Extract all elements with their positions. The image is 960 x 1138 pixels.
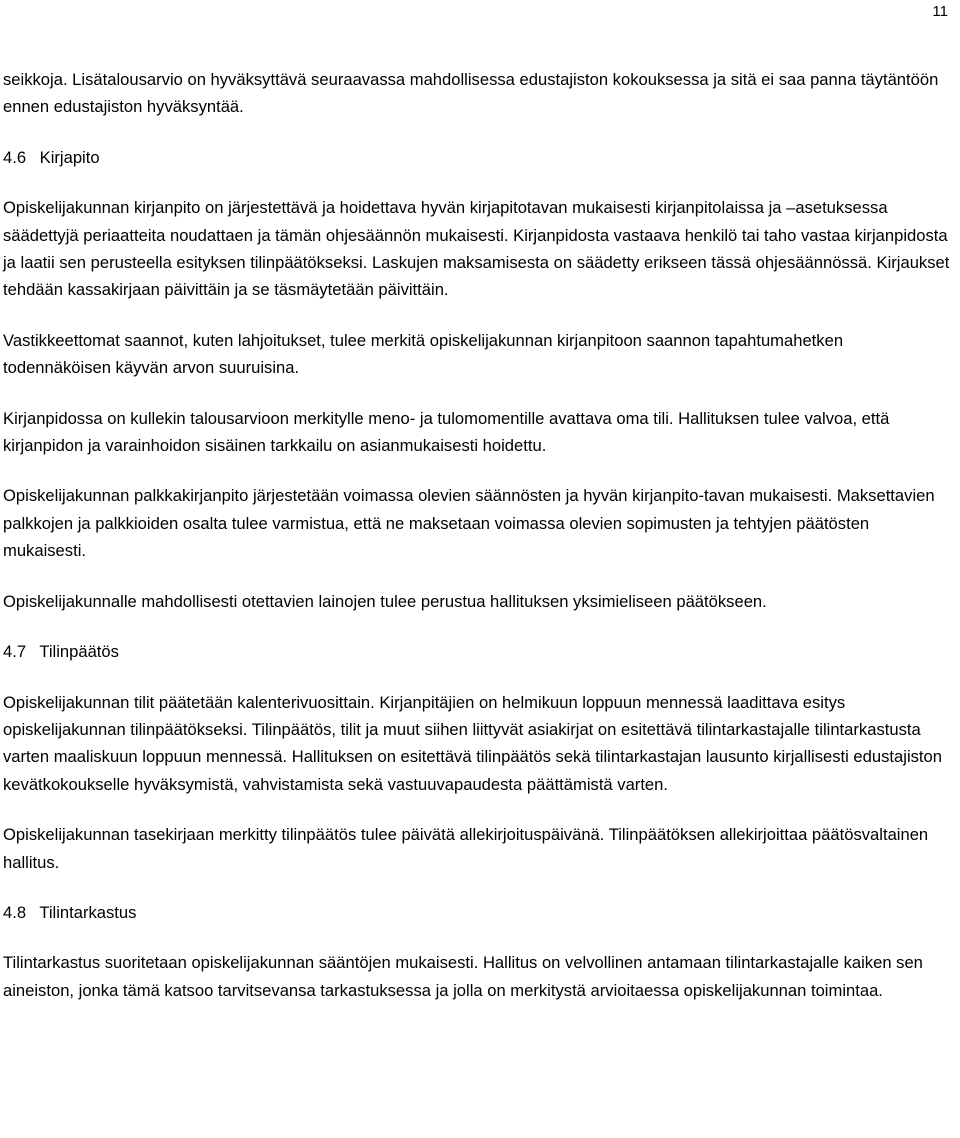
heading-tilinpaatos bbox=[3, 638, 953, 665]
paragraph-vastikkeettomat: Vastikkeettomat saannot, kuten lahjoitukset, tulee merkitä opiskelijakunnan kirjanpitoon saannon tapahtumahetken todennäköisen käyvän arvon suuruisina. bbox=[3, 330, 844, 378]
document-body bbox=[3, 66, 953, 1005]
paragraph-lisatalousarvio: seikkoja. Lisätalousarvio on hyväksyttävä seuraavassa mahdollisessa edustajiston kokouksessa ja sitä ei saa panna täytäntöön ennen edustajiston hyväksyntää. bbox=[3, 70, 939, 117]
section-title: Tilinpäätös bbox=[39, 642, 119, 662]
paragraph-kirjanpito: Opiskelijakunnan kirjanpito on järjestettävä ja hoidettava hyvän kirjapitotavan mukaisesti kirjanpitolaissa ja –asetuksessa säädettyjä periaatteita noudattaen ja tämän ohjesäännön mukaisesti. Kirjanpidosta vastaava henkilö tai taho vastaa kirjanpidosta ja laatii sen perusteella esityksen tilinpäätökseksi. Laskujen maksamisesta on säädetty erikseen tässä ohjesäännössä. Kirjaukset tehdään kassakirjaan päivittäin ja se täsmäytetään päivittäin. bbox=[3, 198, 950, 300]
heading-kirjapito bbox=[3, 144, 953, 171]
paragraph-lainat: Opiskelijakunnalle mahdollisesti otettavien lainojen tulee perustua hallituksen yksimieliseen päätökseen. bbox=[3, 591, 767, 611]
section-title: Tilintarkastus bbox=[39, 902, 137, 922]
section-title: Kirjapito bbox=[39, 147, 100, 167]
paragraph-tilinpaatos: Opiskelijakunnan tilit päätetään kalenterivuosittain. Kirjanpitäjien on helmikuun loppuun mennessä laadittava esitys opiskelijakunnan tilinpäätökseksi. Tilinpäätös, tilit ja muut siihen liittyvät asiakirjat on esitettävä tilintarkastajalle tilintarkastusta varten maaliskuun loppuun mennessä. Hallituksen on esitettävä tilinpäätös sekä tilintarkastajan lausunto kirjallisesti edustajiston kevätkokoukselle hyväksymistä, vahvistamista sekä vastuuvapaudesta päättämistä varten. bbox=[3, 692, 942, 794]
heading-tilintarkastus bbox=[3, 899, 953, 926]
section-number: 4.8 bbox=[3, 902, 27, 922]
paragraph-tasekirja: Opiskelijakunnan tasekirjaan merkitty tilinpäätös tulee päivätä allekirjoituspäivänä. Tilinpäätöksen allekirjoittaa päätösvaltainen hallitus. bbox=[3, 825, 929, 872]
paragraph-tilintarkastus: Tilintarkastus suoritetaan opiskelijakunnan sääntöjen mukaisesti. Hallitus on velvollinen antamaan tilintarkastajalle kaiken sen aineiston, jonka tämä katsoo tarvitsevansa tarkastuksessa ja jolla on merkitystä arvioitaessa opiskelijakunnan toimintaa. bbox=[3, 953, 923, 1000]
section-number: 4.7 bbox=[3, 642, 27, 662]
paragraph-tilit: Kirjanpidossa on kullekin talousarvioon merkitylle meno- ja tulomomentille avattava oma tili. Hallituksen tulee valvoa, että kirjanpidon ja varainhoidon sisäinen tarkkailu on asianmukaisesti hoidettu. bbox=[3, 408, 890, 456]
paragraph-palkkakirjanpito: Opiskelijakunnan palkkakirjanpito järjestetään voimassa olevien säännösten ja hyvän kirjanpito-tavan mukaisesti. Maksettavien palkkojen ja palkkioiden osalta tulee varmistua, että ne maksetaan voimassa olevien sopimusten ja tehtyjen päätösten mukaisesti. bbox=[3, 486, 935, 561]
section-number: 4.6 bbox=[3, 147, 27, 167]
page-number: 11 bbox=[932, 3, 948, 20]
